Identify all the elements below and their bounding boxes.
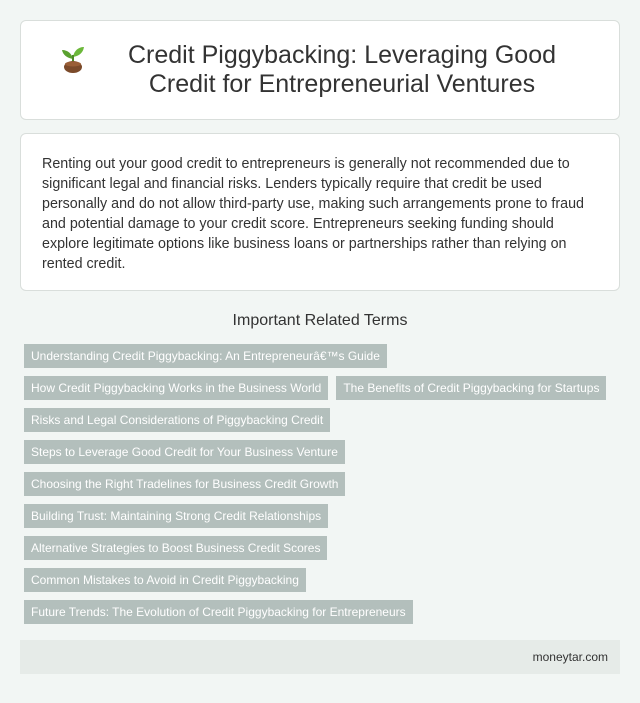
intro-card	[20, 133, 620, 291]
title-row	[60, 41, 580, 99]
term-row	[24, 440, 624, 464]
related-term-tag[interactable]: Building Trust: Maintaining Strong Credit Relationships	[24, 504, 328, 528]
footer	[20, 640, 620, 674]
term-row	[24, 344, 624, 368]
related-terms-list	[24, 344, 624, 632]
term-row	[24, 568, 624, 592]
term-row	[24, 600, 624, 624]
related-term-tag[interactable]: Steps to Leverage Good Credit for Your Business Venture	[24, 440, 345, 464]
term-row	[24, 472, 624, 496]
related-term-tag[interactable]: Choosing the Right Tradelines for Business Credit Growth	[24, 472, 345, 496]
page-title: Credit Piggybacking: Leveraging Good Credit for Entrepreneurial Ventures	[127, 41, 557, 98]
term-row	[24, 536, 624, 560]
term-row	[24, 376, 624, 400]
related-term-tag[interactable]: Future Trends: The Evolution of Credit Piggybacking for Entrepreneurs	[24, 600, 413, 624]
title-card	[20, 20, 620, 120]
related-term-tag[interactable]: Common Mistakes to Avoid in Credit Piggybacking	[24, 568, 306, 592]
related-term-tag[interactable]: Understanding Credit Piggybacking: An Entrepreneurâ€™s Guide	[24, 344, 387, 368]
related-terms-heading: Important Related Terms	[232, 312, 408, 329]
sprout-icon	[60, 43, 86, 73]
related-term-tag[interactable]: The Benefits of Credit Piggybacking for Startups	[336, 376, 606, 400]
term-row	[24, 504, 624, 528]
intro-text: Renting out your good credit to entrepreneurs is generally not recommended due to significant legal and financial risks. Lenders typically require that credit be used personally and do not allow third-party use, making such arrangements prone to fraud and potential damage to your credit score. Entrepreneurs seeking funding should explore legitimate options like business loans or partnerships rather than relying on rented credit.	[42, 156, 584, 272]
related-term-tag[interactable]: Alternative Strategies to Boost Business Credit Scores	[24, 536, 327, 560]
site-name[interactable]: moneytar.com	[532, 650, 608, 664]
term-row	[24, 408, 624, 432]
related-term-tag[interactable]: How Credit Piggybacking Works in the Business World	[24, 376, 328, 400]
related-term-tag[interactable]: Risks and Legal Considerations of Piggybacking Credit	[24, 408, 330, 432]
